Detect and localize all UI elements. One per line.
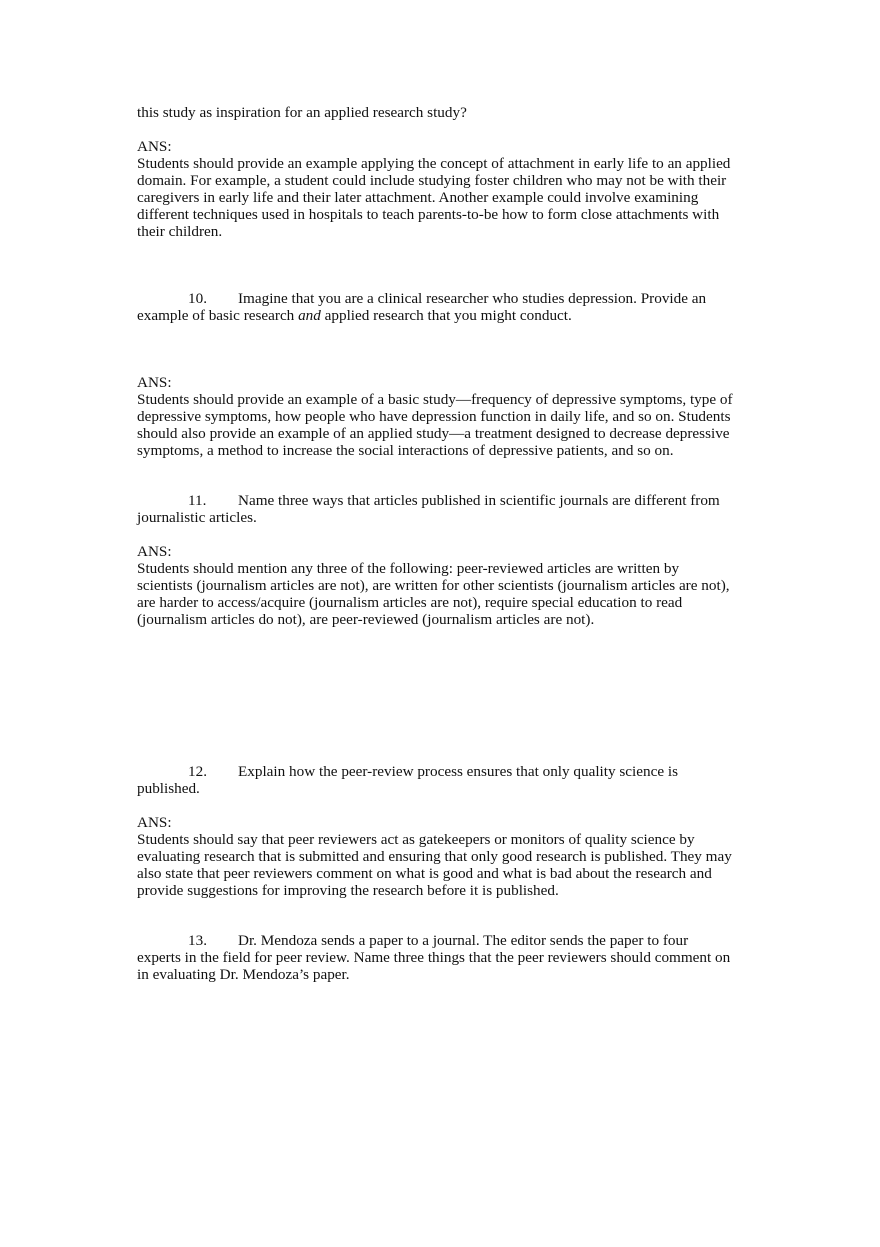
answer-line: are harder to access/acquire (journalism articles are not), require special education to read xyxy=(137,594,683,611)
answer-line: should also provide an example of an applied study—a treatment designed to decrease depressive xyxy=(137,425,730,442)
question-text: this study as inspiration for an applied research study? xyxy=(137,104,467,121)
answer-line: different techniques used in hospitals to teach parents-to-be how to form close attachments with xyxy=(137,206,720,223)
question-first-line xyxy=(137,290,747,307)
answer-line: domain. For example, a student could include studying foster children who may not be with their xyxy=(137,172,727,189)
answer-9 xyxy=(137,138,747,240)
question-9-tail xyxy=(137,104,747,121)
question-number: 10. xyxy=(188,290,207,307)
answer-line: Students should say that peer reviewers act as gatekeepers or monitors of quality science by xyxy=(137,831,695,848)
answer-label: ANS: xyxy=(137,138,172,155)
answer-line: caregivers in early life and their later attachment. Another example could involve examining xyxy=(137,189,699,206)
answer-label: ANS: xyxy=(137,543,172,560)
answer-line: evaluating research that is submitted and ensuring that only good research is published. They may xyxy=(137,848,732,865)
question-12 xyxy=(137,763,747,797)
answer-line: depressive symptoms, how people who have depression function in daily life, and so on. Students xyxy=(137,408,731,425)
answer-line: their children. xyxy=(137,223,223,240)
answer-12 xyxy=(137,814,747,899)
question-number: 11. xyxy=(188,492,207,509)
answer-10 xyxy=(137,374,747,459)
answer-line: Students should mention any three of the following: peer-reviewed articles are written by xyxy=(137,560,680,577)
question-text: applied research that you might conduct. xyxy=(320,307,572,324)
answer-label: ANS: xyxy=(137,814,172,831)
question-10 xyxy=(137,290,747,324)
question-emphasis: and xyxy=(298,307,321,324)
question-text: in evaluating Dr. Mendoza’s paper. xyxy=(137,966,350,983)
question-text: experts in the field for peer review. Name three things that the peer reviewers should comment on xyxy=(137,949,731,966)
answer-line: provide suggestions for improving the research before it is published. xyxy=(137,882,559,899)
question-text: Name three ways that articles published in scientific journals are different from xyxy=(238,492,720,509)
question-text: published. xyxy=(137,780,200,797)
answer-line: (journalism articles do not), are peer-reviewed (journalism articles are not). xyxy=(137,611,595,628)
question-first-line xyxy=(137,763,747,780)
question-text: journalistic articles. xyxy=(137,509,257,526)
question-text: Imagine that you are a clinical researcher who studies depression. Provide an xyxy=(238,290,707,307)
answer-line: symptoms, a method to increase the social interactions of depressive patients, and so on. xyxy=(137,442,674,459)
answer-line: also state that peer reviewers comment on what is good and what is bad about the research and xyxy=(137,865,712,882)
answer-11 xyxy=(137,543,747,628)
question-number: 13. xyxy=(188,932,207,949)
question-number: 12. xyxy=(188,763,207,780)
answer-line: Students should provide an example of a basic study—frequency of depressive symptoms, type of xyxy=(137,391,733,408)
question-first-line xyxy=(137,492,747,509)
question-text: Dr. Mendoza sends a paper to a journal. The editor sends the paper to four xyxy=(238,932,689,949)
answer-line: Students should provide an example applying the concept of attachment in early life to an applied xyxy=(137,155,731,172)
question-text: Explain how the peer-review process ensures that only quality science is xyxy=(238,763,678,780)
question-text: example of basic research xyxy=(137,307,299,324)
question-first-line xyxy=(137,932,747,949)
answer-label: ANS: xyxy=(137,374,172,391)
question-second-line xyxy=(137,307,747,324)
question-13 xyxy=(137,932,747,983)
question-11 xyxy=(137,492,747,526)
answer-line: scientists (journalism articles are not), are written for other scientists (journalism articles are not), xyxy=(137,577,730,594)
